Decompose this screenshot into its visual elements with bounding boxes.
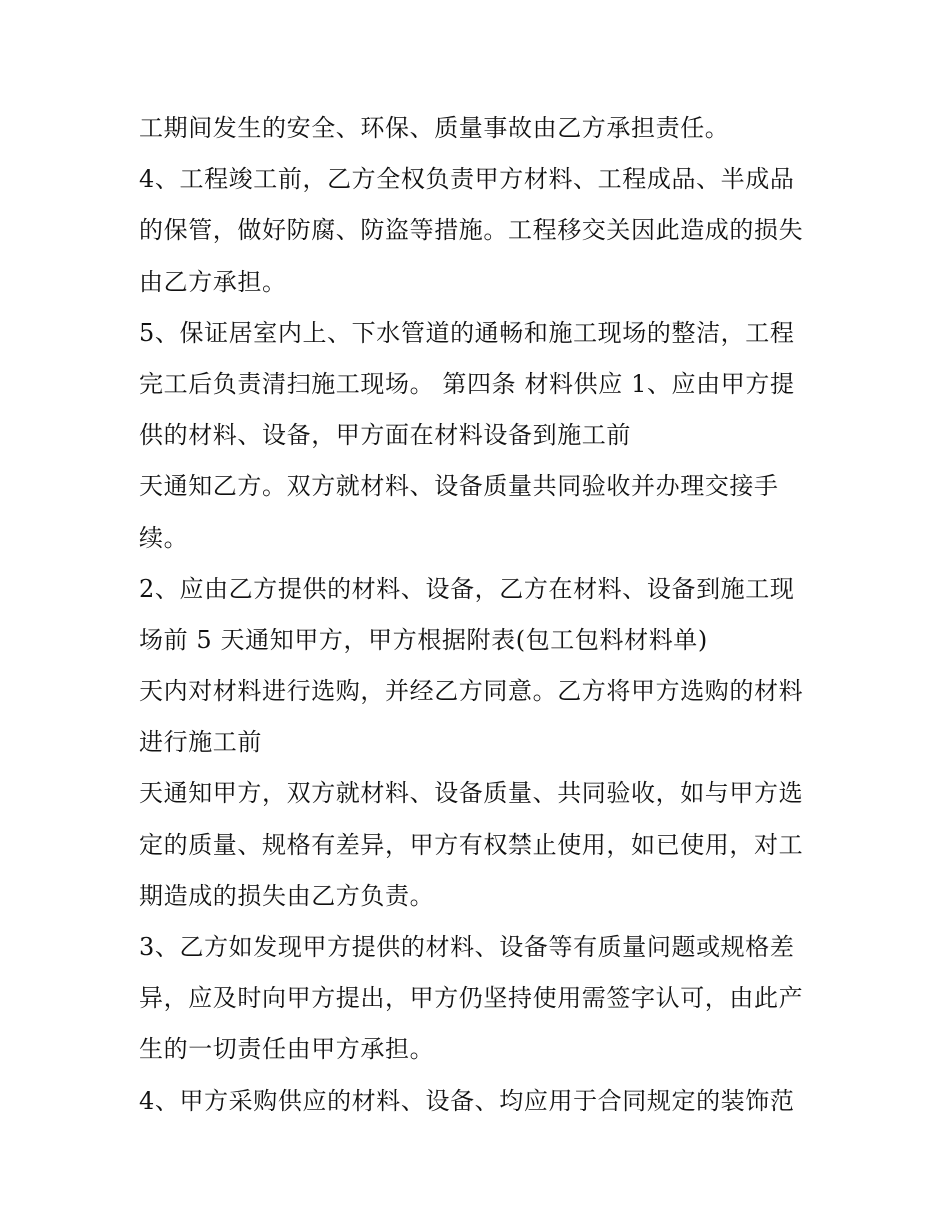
text-line: 5、保证居室内上、下水管道的通畅和施工现场的整洁，工程 [139, 318, 795, 347]
text-line: 场前 5 天通知甲方，甲方根据附表(包工包料材料单) [139, 625, 708, 654]
text-line: 3、乙方如发现甲方提供的材料、设备等有质量问题或规格差 [139, 933, 795, 961]
text-line: 进行施工前 [139, 728, 262, 757]
text-line: 异，应及时向甲方提出，甲方仍坚持使用需签字认可，由此产 [139, 984, 804, 1013]
text-line: 由乙方承担。 [139, 267, 287, 296]
text-line: 的保管，做好防腐、防盗等措施。工程移交关因此造成的损失 [139, 216, 804, 245]
text-line: 天通知乙方。双方就材料、设备质量共同验收并办理交接手 [139, 472, 779, 501]
text-line: 天通知甲方，双方就材料、设备质量、共同验收，如与甲方选 [139, 779, 804, 808]
text-line: 续。 [139, 523, 189, 552]
text-line: 4、甲方采购供应的材料、设备、均应用于合同规定的装饰范 [139, 1086, 795, 1115]
text-line: 期造成的损失由乙方负责。 [139, 881, 435, 910]
text-line: 2、应由乙方提供的材料、设备，乙方在材料、设备到施工现 [139, 574, 795, 603]
text-line: 供的材料、设备，甲方面在材料设备到施工前 [139, 421, 631, 450]
text-line: 工期间发生的安全、环保、质量事故由乙方承担责任。 [139, 114, 730, 142]
contract-text [139, 103, 839, 1127]
text-line: 天内对材料进行选购，并经乙方同意。乙方将甲方选购的材料 [139, 677, 804, 706]
text-line: 4、工程竣工前，乙方全权负责甲方材料、工程成品、半成品 [139, 165, 795, 194]
text-line: 生的一切责任由甲方承担。 [139, 1035, 435, 1064]
text-line: 定的质量、规格有差异，甲方有权禁止使用，如已使用，对工 [139, 830, 804, 859]
text-line: 完工后负责清扫施工现场。 第四条 材料供应 1、应由甲方提 [139, 369, 795, 398]
